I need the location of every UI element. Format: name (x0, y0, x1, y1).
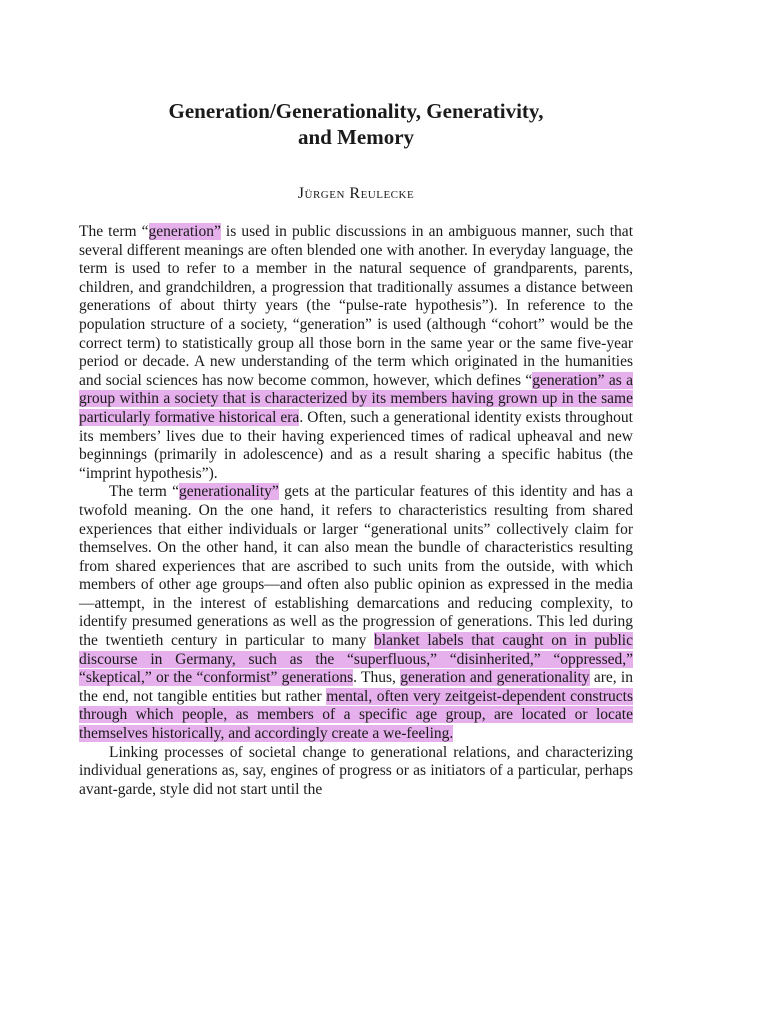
paragraph-text: The term “ (109, 483, 179, 501)
author-name: Jürgen Reulecke (297, 185, 415, 202)
highlighted-text: generationality” (178, 483, 279, 501)
title-line-2: and Memory (297, 125, 415, 149)
title-line-1: Generation/Generationality, Generativity, (168, 99, 544, 123)
document-page (79, 0, 633, 799)
paragraph-text: Linking processes of societal change to generational relations, and characterizing individual generations as, say, engines of progress or as initiators of a particular, perhaps avant-garde, style did not start until the (79, 743, 633, 798)
highlighted-text: blanket labels that caught on in public discourse in Germany, such as the “superfluous,” “disinherited,” “oppressed,” “skeptical,” or the “conformist” generations (79, 632, 633, 687)
highlighted-text: generation and generationality (400, 669, 590, 687)
paragraph-1 (79, 223, 633, 483)
document-body (79, 223, 633, 799)
paragraph-text: . Thus, (353, 669, 401, 687)
paragraph-text: . Often, such a generational identity exists throughout its members’ lives due to their having experienced times of radical upheaval and new beginnings (primarily in adolescence) and as a result sharing a specific habitus (the “imprint hypothesis”). (79, 408, 633, 482)
highlighted-text: generation” (148, 223, 221, 240)
paragraph-2 (79, 483, 633, 743)
paragraph-text: is used in public discussions in an ambiguous manner, such that several different meanings are often blended one with another. In everyday language, the term is used to refer to a member in the natural sequence of grandparents, parents, children, and grandchildren, a progression that traditionally assumes a distance between generations of about thirty years (the “pulse-rate hypothesis”). In reference to the population structure of a society, “generation” is used (although “cohort” would be the correct term) to statistically group all those born in the same year or the same five-year period or decade. A new understanding of the term which originated in the humanities and social sciences has now become common, however, which defines “ (79, 223, 633, 389)
paragraph-text: gets at the particular features of this identity and has a twofold meaning. On the one hand, it refers to characteristics resulting from shared experiences that either individuals or larger “generational units” collectively claim for themselves. On the other hand, it can also mean the bundle of characteristics resulting from shared experiences that are ascribed to such units from the outside, with which members of other age groups—and often also public opinion as expressed in the media—attempt, in the interest of establishing demarcations and reducing complexity, to identify presumed generations as well as the progression of generations. This led during the twentieth century in particular to many (79, 483, 633, 650)
highlighted-text: mental, often very zeitgeist-dependent constructs through which people, as members of a specific age group, are located or locate themselves historically, and accordingly create a we-feeling. (79, 687, 634, 743)
document-title (79, 98, 633, 150)
paragraph-text: The term “ (79, 223, 149, 240)
paragraph-3 (79, 744, 633, 800)
highlighted-text: generation” as a group within a society that is characterized by its members having grown up in the same particularly formative historical era (79, 371, 633, 426)
paragraph-text: are, in the end, not tangible entities but rather (79, 669, 633, 705)
